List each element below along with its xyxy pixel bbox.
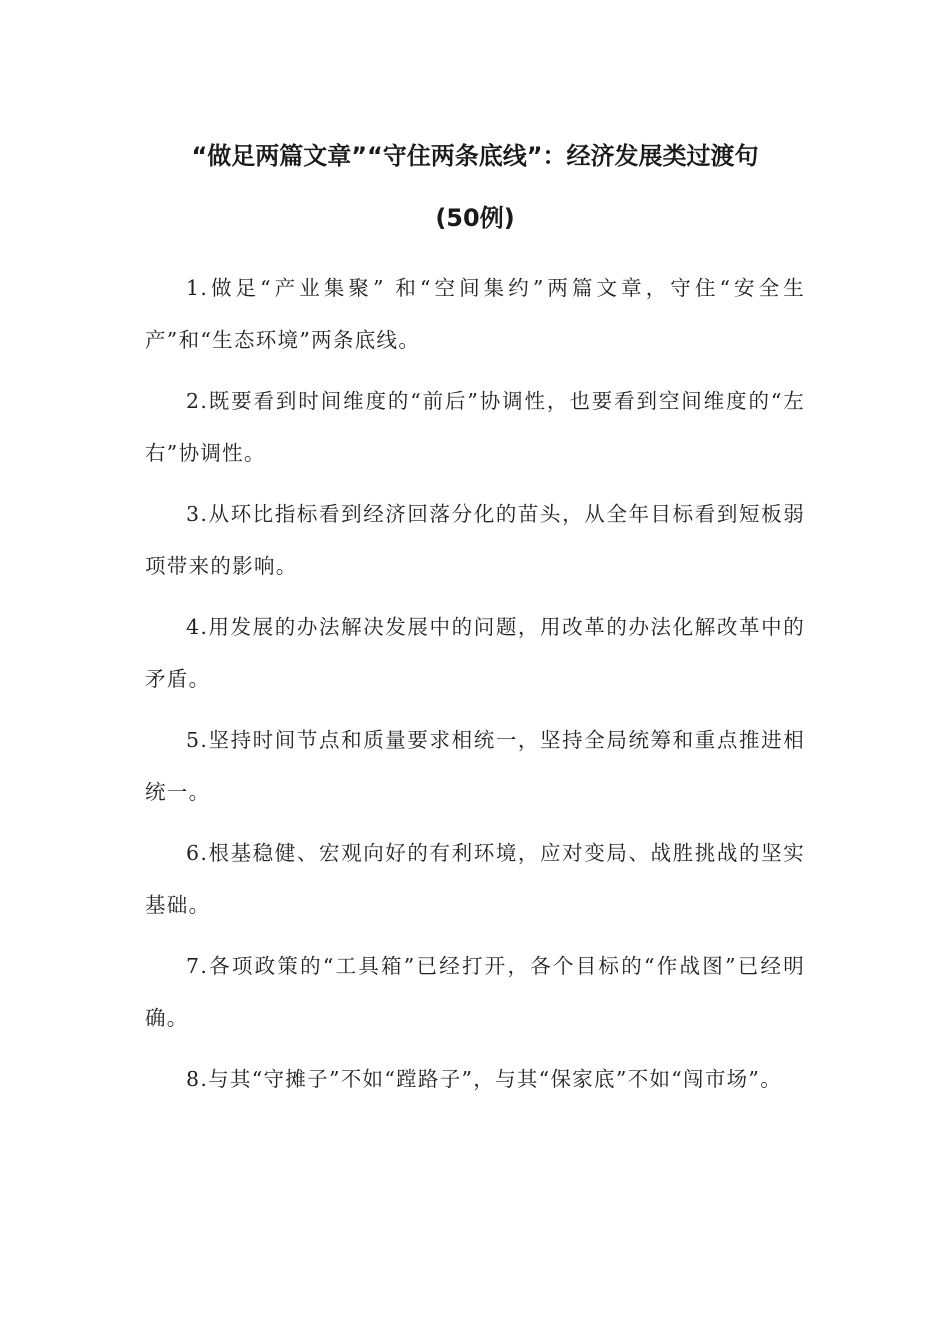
list-item: 1.做足“产业集聚” 和“空间集约”两篇文章，守住“安全生产”和“生态环境”两条底线。 — [145, 276, 805, 352]
list-item: 7.各项政策的“工具箱”已经打开，各个目标的“作战图”已经明确。 — [145, 954, 805, 1030]
document-title: “做足两篇文章”“守住两条底线”：经济发展类过渡句 — [191, 142, 759, 170]
list-item: 8.与其“守摊子”不如“蹚路子”，与其“保家底”不如“闯市场”。 — [186, 1067, 782, 1091]
item-list — [145, 262, 805, 1114]
list-item: 6.根基稳健、宏观向好的有利环境，应对变局、战胜挑战的坚实基础。 — [145, 841, 805, 917]
list-item: 4.用发展的办法解决发展中的问题，用改革的办法化解改革中的矛盾。 — [145, 615, 805, 691]
list-item: 3.从环比指标看到经济回落分化的苗头，从全年目标看到短板弱项带来的影响。 — [145, 502, 805, 578]
list-item: 5.坚持时间节点和质量要求相统一，坚持全局统筹和重点推进相统一。 — [145, 728, 805, 804]
document-subtitle: (50例) — [435, 204, 515, 232]
list-item: 2.既要看到时间维度的“前后”协调性，也要看到空间维度的“左右”协调性。 — [145, 389, 805, 465]
